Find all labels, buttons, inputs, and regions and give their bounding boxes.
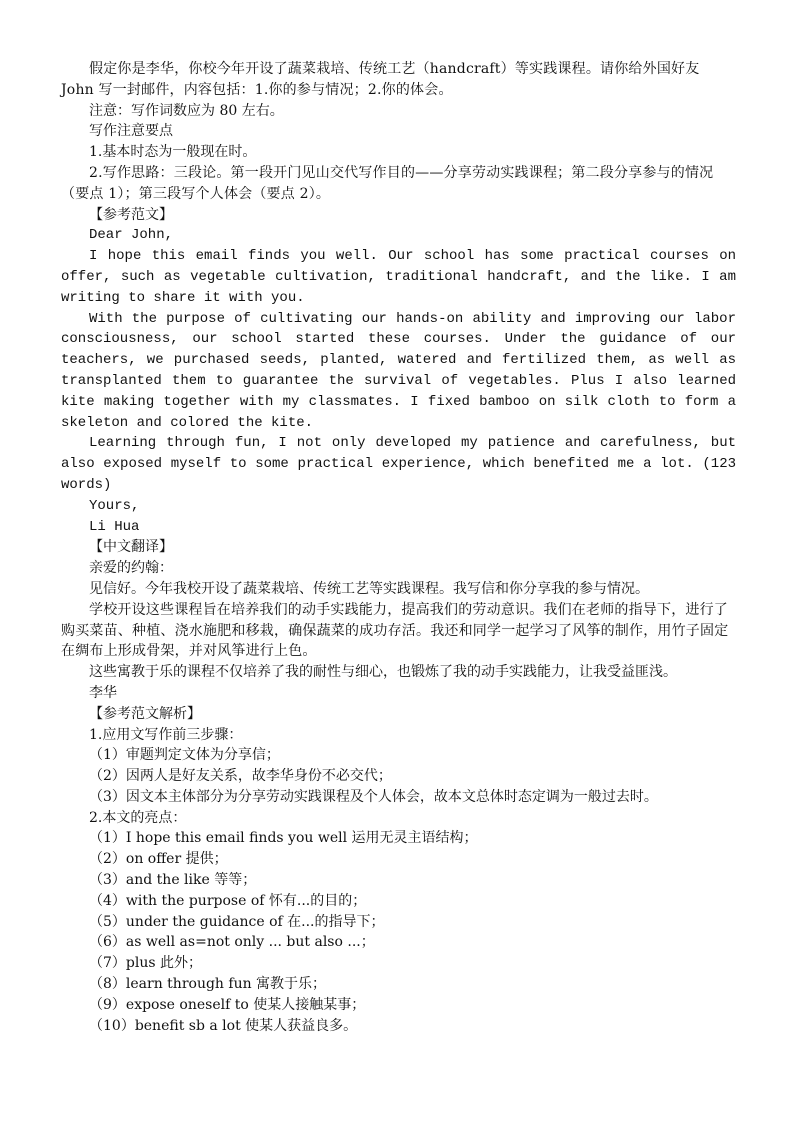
writing-points-heading: 写作注意要点 [89,123,173,140]
sample-paragraph-3: Learning through fun, I not only developed my patience and carefulness, but also exposed myself to some practical experience, which benefited me a lot. (123 words) [61,435,736,493]
translation-paragraph-2: 学校开设这些课程旨在培养我们的动手实践能力，提高我们的劳动意识。我们在老师的指导下，进行了购买菜苗、种植、浇水施肥和移栽，确保蔬菜的成功存活。我还和同学一起学习了风筝的制作，用竹子固定在绸布上形成骨架，并对风筝进行上色。 [61,601,729,660]
analysis-line: （8）learn through fun 寓教于乐； [89,976,327,993]
sample-paragraph-2: With the purpose of cultivating our hands-on ability and improving our labor consciousness, our school started these courses. Under the guidance of our teachers, we purchased seeds, planted, watered and fertilized them, as well as transplanted them to guarantee the survival of vegetables. Plus I also learned kite making together with my classmates. I fixed bamboo on silk cloth to form a skeleton and colored the kite. [61,310,736,431]
translation-paragraph-3: 这些寓教于乐的课程不仅培养了我的耐性与细心，也锻炼了我的动手实践能力，让我受益匪浅。 [89,664,677,681]
translation-salutation: 亲爱的约翰： [89,560,173,577]
analysis-line: （9）expose oneself to 使某人接触某事； [89,996,366,1013]
analysis-line: （2）因两人是好友关系，故李华身份不必交代； [89,768,392,785]
writing-point-2: 2.写作思路：三段论。第一段开门见山交代写作目的——分享劳动实践课程；第二段分享参与的情况（要点 1）；第三段写个人体会（要点 2）。 [61,164,714,202]
translation-heading: 【中文翻译】 [89,539,173,556]
sample-closing: Yours, [89,497,140,514]
analysis-line: （10）benefit sb a lot 使某人获益良多。 [89,1017,358,1034]
sample-salutation: Dear John, [89,227,174,244]
analysis-line: （1）I hope this email finds you well 运用无灵主语结构； [89,830,478,847]
analysis-heading: 【参考范文解析】 [89,705,201,722]
analysis-line: （5）under the guidance of 在...的指导下； [89,913,385,930]
sample-heading: 【参考范文】 [89,206,173,223]
document-page [61,59,736,1036]
analysis-line: （3）and the like 等等； [89,872,257,889]
analysis-line: 2.本文的亮点： [89,809,187,826]
analysis-line: （1）审题判定文体为分享信； [89,747,280,764]
task-prompt: 假定你是李华，你校今年开设了蔬菜栽培、传统工艺（handcraft）等实践课程。请你给外国好友 John 写一封邮件，内容包括：1.你的参与情况；2.你的体会。 [61,61,700,98]
translation-paragraph-1: 见信好。今年我校开设了蔬菜栽培、传统工艺等实践课程。我写信和你分享我的参与情况。 [89,580,649,597]
analysis-line: （7）plus 此外； [89,955,202,972]
translation-signature: 李华 [89,684,117,701]
word-count-note: 注意：写作词数应为 80 左右。 [89,102,284,119]
sample-paragraph-1: I hope this email finds you well. Our school has some practical courses on offer, such as vegetable cultivation, traditional handcraft, and the like. I am writing to share it with you. [61,248,736,306]
analysis-line: （4）with the purpose of 怀有...的目的； [89,892,367,909]
sample-signature: Li Hua [89,518,140,535]
writing-point-1: 1.基本时态为一般现在时。 [89,144,257,161]
analysis-line: （6）as well as=not only ... but also ...； [89,934,375,951]
analysis-line: （2）on offer 提供； [89,851,228,868]
analysis-line: 1.应用文写作前三步骤： [89,726,243,743]
analysis-line: （3）因文本主体部分为分享劳动实践课程及个人体会，故本文总体时态定调为一般过去时。 [89,788,658,805]
